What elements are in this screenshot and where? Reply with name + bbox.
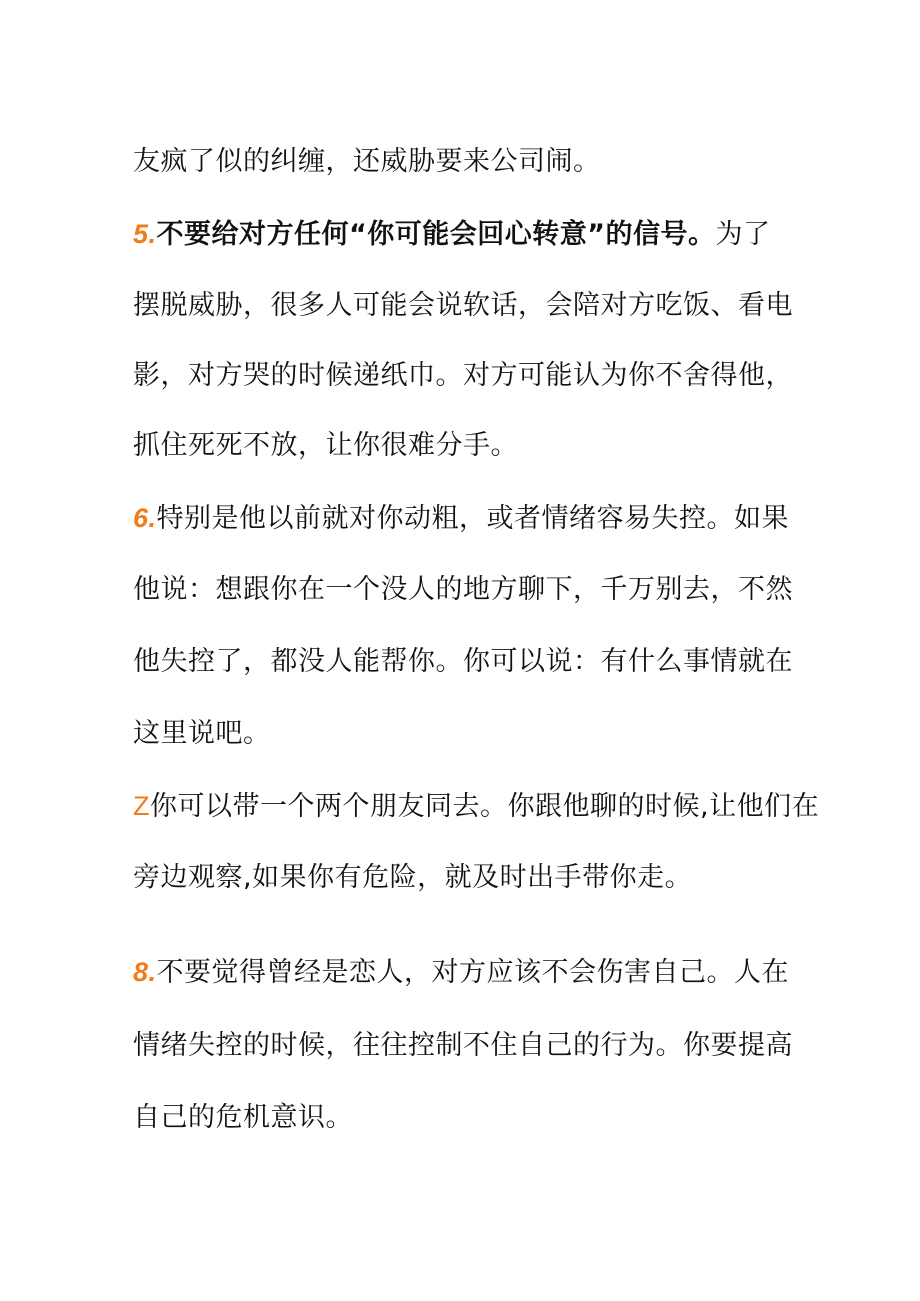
item-number-5: 5. xyxy=(133,219,157,249)
paragraph-5-heading: 不要给对方任何“你可能会回心转意”的信号。 xyxy=(156,219,716,250)
paragraph-5-line-2: 摆脱威胁，很多人可能会说软话，会陪对方吃饭、看电 xyxy=(133,290,793,321)
paragraph-6-line-1-text: 特别是他以前就对你动粗，或者情绪容易失控。如果 xyxy=(156,503,790,534)
paragraph-8-line-3: 自己的危机意识。 xyxy=(133,1102,353,1133)
item-number-6: 6. xyxy=(133,503,157,533)
paragraph-5-line-3: 影，对方哭的时候递纸巾。对方可能认为你不舍得他， xyxy=(133,360,793,391)
paragraph-5-line-4: 抓住死死不放，让你很难分手。 xyxy=(133,430,518,461)
paragraph-6-line-2: 他说：想跟你在一个没人的地方聊下，千万别去，不然 xyxy=(133,574,793,605)
paragraph-7-line-1 xyxy=(133,788,820,825)
paragraph-4-tail: 友疯了似的纠缠，还威胁要来公司闹。 xyxy=(133,146,601,177)
paragraph-8-line-1 xyxy=(133,954,813,991)
paragraph-6-line-3: 他失控了，都没人能帮你。你可以说：有什么事情就在 xyxy=(133,646,793,677)
paragraph-5-line-1-rest: 为了 xyxy=(715,219,771,250)
paragraph-7-line-2: 旁边观察,如果你有危险，就及时出手带你走。 xyxy=(133,862,693,893)
paragraph-7-line-1-text: 你可以带一个两个朋友同去。你跟他聊的时候,让他们在 xyxy=(150,791,820,822)
paragraph-8-line-1-text: 不要觉得曾经是恋人，对方应该不会伤害自己。人在 xyxy=(156,957,790,988)
paragraph-6-line-1 xyxy=(133,500,813,537)
item-number-7: Z xyxy=(133,791,150,821)
paragraph-5-line-1 xyxy=(133,216,813,253)
item-number-8: 8. xyxy=(133,957,157,987)
paragraph-6-line-4: 这里说吧。 xyxy=(133,718,271,749)
paragraph-8-line-2: 情绪失控的时候，往往控制不住自己的行为。你要提高 xyxy=(133,1030,793,1061)
